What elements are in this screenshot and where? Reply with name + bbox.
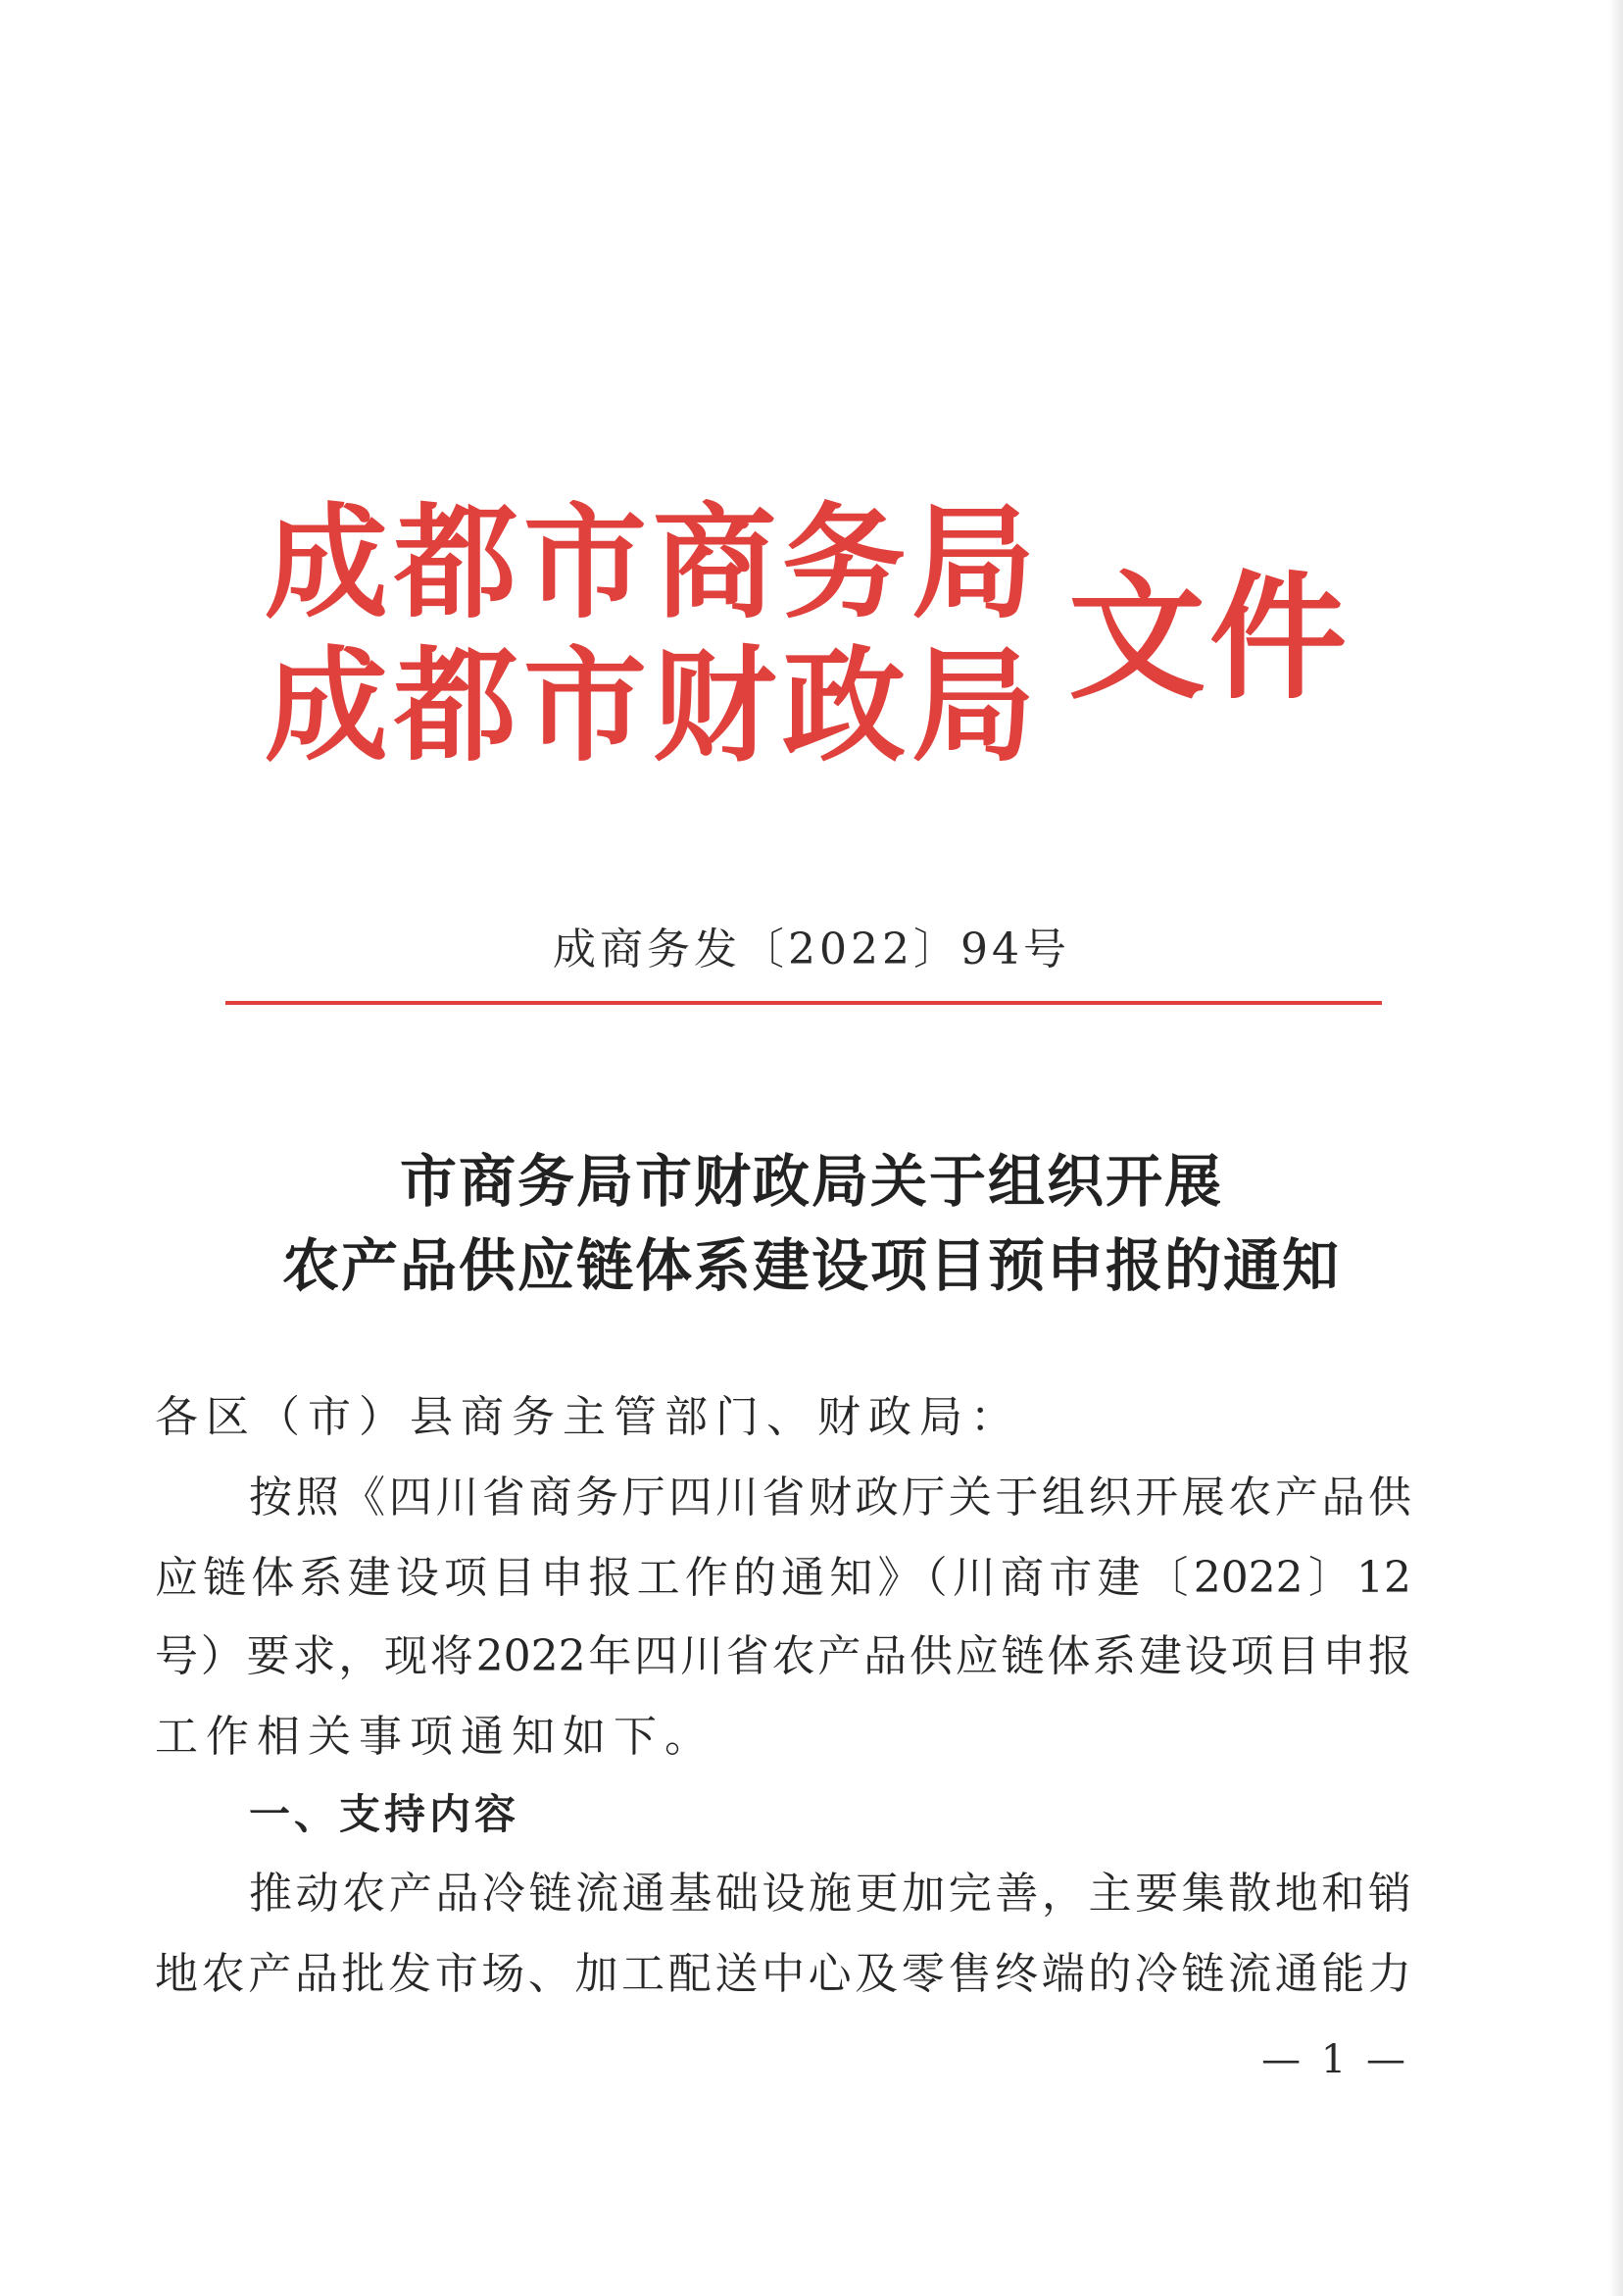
document-number: 成商务发〔2022〕94号 — [553, 924, 1070, 974]
masthead-document-label: 文件 — [1068, 559, 1352, 719]
section-heading: 一、支持内容 — [249, 1790, 520, 1838]
page-number: — 1 — — [1261, 2037, 1409, 2082]
paragraph1-line: 应链体系建设项目申报工作的通知》（川商市建〔2022〕12 — [155, 1553, 1411, 1603]
masthead-issuer-commerce: 成都市商务局 — [265, 491, 1041, 635]
page-edge — [1609, 0, 1623, 2296]
red-divider — [225, 1001, 1382, 1005]
paragraph1-line: 工作相关事项通知如下。 — [155, 1712, 715, 1762]
red-masthead — [265, 490, 1362, 784]
salutation: 各区（市）县商务主管部门、财政局： — [155, 1392, 1021, 1442]
document-title-line2: 农产品供应链体系建设项目预申报的通知 — [281, 1232, 1341, 1299]
paragraph1-line: 按照《四川省商务厅四川省财政厅关于组织开展农产品供 — [249, 1472, 1411, 1522]
paragraph2-line: 地农产品批发市场、加工配送中心及零售终端的冷链流通能力 — [155, 1949, 1411, 1999]
document-title-line1: 市商务局市财政局关于组织开展 — [399, 1148, 1223, 1215]
paragraph2-line: 推动农产品冷链流通基础设施更加完善，主要集散地和销 — [249, 1869, 1411, 1919]
masthead-issuer-finance: 成都市财政局 — [265, 634, 1041, 778]
paragraph1-line: 号）要求，现将2022年四川省农产品供应链体系建设项目申报 — [155, 1631, 1411, 1681]
